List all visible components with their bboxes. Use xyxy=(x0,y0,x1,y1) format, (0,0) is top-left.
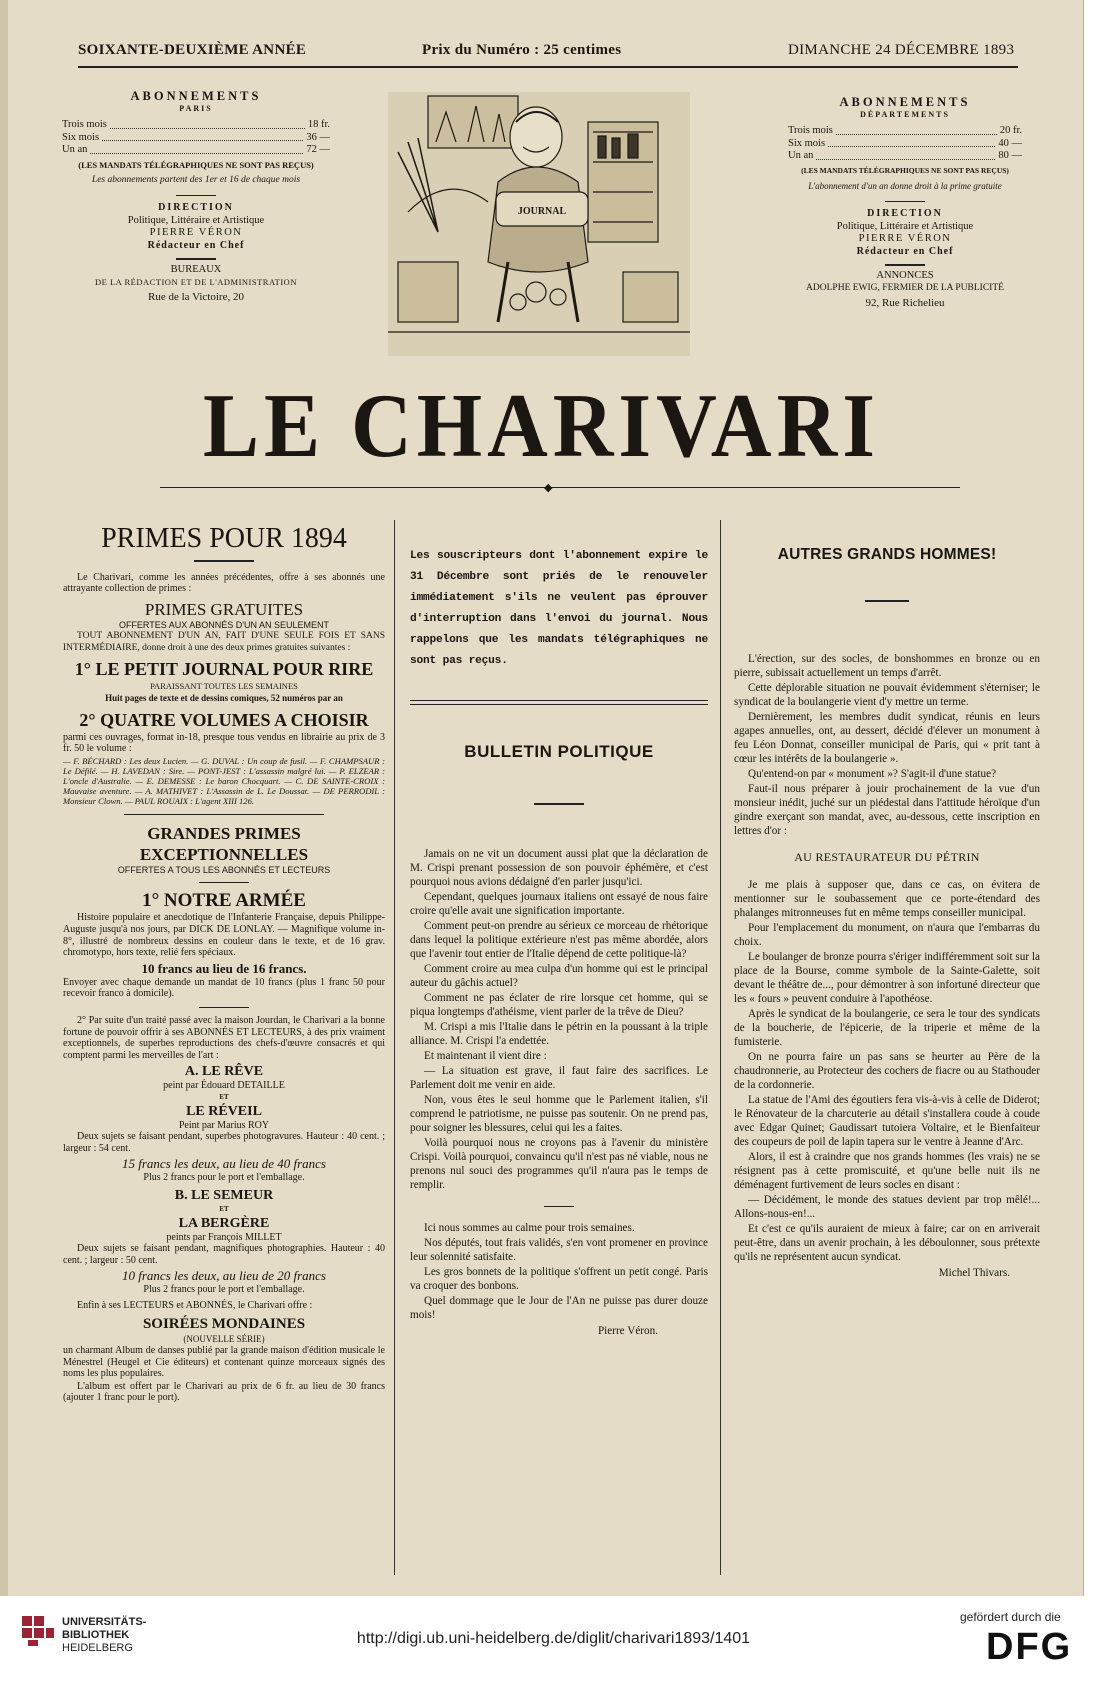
jourdan-text: 2° Par suite d'un traité passé avec la maison Jourdan, le Charivari a la bonne fortune de pouvoir offrir à ses ABONNÉS ET LECTEURS, à des prix vraiment exceptionnels, de superbes reproductions des chefs-d'œuvre consacrés et qui comptent parmi les merveilles de l'art : xyxy=(63,1015,385,1061)
digitization-footer xyxy=(0,1596,1107,1684)
prime1-text: Huit pages de texte et de dessins comiques, 52 numéros par an xyxy=(105,693,343,704)
right-box-region: DÉPARTEMENTS xyxy=(860,109,950,119)
divider xyxy=(199,882,249,883)
right-rate-row: Six mois 40 — xyxy=(788,137,1022,149)
divider xyxy=(534,803,584,805)
left-bureaux-title: BUREAUX xyxy=(170,263,222,275)
left-rate-row: Six mois 36 — xyxy=(62,131,330,143)
dfg-logo: DFG xyxy=(986,1626,1073,1668)
grands-hommes-para: — Décidément, le monde des statues devient par trop mêlé!... Allons-nous-en!... xyxy=(734,1193,1040,1220)
right-direction-sub: Politique, Littéraire et Artistique xyxy=(836,220,974,232)
bergere-by: peints par François MILLET xyxy=(166,1231,282,1243)
bulletin-para: Jamais on ne vit un document aussi plat que la déclaration de M. Crispi prenant possession de son pouvoir éphémère, et c'est pourquoi nous avions dédaigné d'en parler jusqu'ici. xyxy=(410,847,708,888)
bulletin-para: Non, vous êtes le seul homme que le Parlement italien, s'il comprend le patriotisme, ne puisse pas soutenir. On ne prend pas, pour soigner les blessures, celui qui les a faites. xyxy=(410,1093,708,1134)
et-label: ET xyxy=(219,1204,229,1213)
column-primes xyxy=(63,522,385,1405)
divider xyxy=(194,560,254,562)
right-direction-title: DIRECTION xyxy=(867,208,943,219)
grands-hommes-para: On ne pourra faire un pas sans se heurter au Père de la chaudronnerie, au Protecteur des cochers de fiacre ou au Stathouder de la cordonnerie. xyxy=(734,1050,1040,1091)
reve-title: A. LE RÊVE xyxy=(184,1064,264,1080)
bulletin-para: — La situation est grave, il faut faire des sacrifices. Le Parlement doit me venir en aide. xyxy=(410,1064,708,1091)
double-rule xyxy=(410,700,708,705)
inscription: AU RESTAURATEUR DU PÉTRIN xyxy=(794,849,980,864)
bulletin-para: Comment peut-on prendre au sérieux ce morceau de rhétorique dans lequel la politique extérieure n'est pas même abordée, alors que l'avenir tout entier de l'Italie dépend de cette politique-là? xyxy=(410,919,708,960)
grands-hommes-para: Après le syndicat de la boulangerie, ce sera le tour des syndicats de la boucherie, de l'épicerie, de la triperie et même de la fumisterie. xyxy=(734,1007,1040,1048)
reveil-text: Deux sujets se faisant pendant, superbes photogravures. Hauteur : 40 cent. ; largeur : 54 cent. xyxy=(63,1131,385,1154)
grands-hommes-para: Qu'entend-on par « monument »? S'agit-il d'une statue? xyxy=(748,767,997,780)
left-director-role: Rédacteur en Chef xyxy=(147,239,245,251)
subscription-notice: Les souscripteurs dont l'abonnement expire le 31 Décembre sont priés de le renouveler immédiatement s'ils ne veulent pas éprouver d'interruption dans l'envoi du journal. Nous rappelons que les mandats télégraphiques ne sont pas reçus. xyxy=(410,550,708,667)
gratuites-text: TOUT ABONNEMENT D'UN AN, FAIT D'UNE SEULE FOIS ET SANS INTERMÉDIAIRE, donne droit à une des deux primes gratuites suivantes : xyxy=(63,631,385,653)
column-rule xyxy=(720,520,721,1575)
right-rate-row: Un an 80 — xyxy=(788,150,1022,161)
right-rates xyxy=(788,125,1022,163)
right-director: PIERRE VÉRON xyxy=(858,233,952,244)
right-rate-row: Trois mois 20 fr. xyxy=(788,125,1022,136)
grands-hommes-para: Alors, il est à craindre que nos grands hommes (les vrais) ne se résignent pas à cette promiscuité, et qu'une belle nuit ils ne déménagent furtivement de leurs socles en disant : xyxy=(734,1150,1040,1191)
reveil-title: LE RÉVEIL xyxy=(186,1103,262,1119)
divider xyxy=(176,195,216,197)
left-box-italic: Les abonnements partent des 1er et 16 de chaque mois xyxy=(91,175,301,185)
right-box-italic: L'abonnement d'un an donne droit à la prime gratuite xyxy=(808,181,1002,191)
page-gutter xyxy=(0,0,8,1596)
gratuites-title: PRIMES GRATUITES xyxy=(144,599,304,619)
header-date: DIMANCHE 24 DÉCEMBRE 1893 xyxy=(788,42,1015,58)
prime1-sub: PARAISSANT TOUTES LES SEMAINES xyxy=(150,681,298,692)
prime2-title: 2° QUATRE VOLUMES A CHOISIR xyxy=(79,709,369,730)
armee-price: 10 francs au lieu de 16 francs. xyxy=(141,960,307,976)
prime2-text: parmi ces ouvrages, format in-18, presque tous vendus en librairie au prix de 3 fr. 50 le volume : xyxy=(63,731,385,755)
left-direction-sub: Politique, Littéraire et Artistique xyxy=(127,214,265,226)
armee-envoi: Envoyer avec chaque demande un mandat de 10 francs (plus 1 franc 50 pour recevoir franco à domicile). xyxy=(63,976,385,1000)
bulletin-para: Comment croire au mea culpa d'un homme qui est le principal auteur du gâchis actuel? xyxy=(410,962,708,989)
reveil-by: Peint par Marius ROY xyxy=(178,1119,270,1131)
exceptionnelles-title: GRANDES PRIMES EXCEPTIONNELLES xyxy=(139,823,309,864)
reveil-price: 15 francs les deux, au lieu de 40 francs xyxy=(122,1156,326,1172)
right-annonces-title: ANNONCES xyxy=(876,269,934,281)
header-bar xyxy=(30,42,1070,64)
bulletin-para: Nos députés, tout frais validés, s'en vont promener en province leur solennité satisfaite. xyxy=(410,1236,708,1263)
masthead-title: LE CHARIVARI xyxy=(203,376,880,477)
bergere-title: LA BERGÈRE xyxy=(178,1215,270,1231)
bergere-text: Deux sujets se faisant pendant, magnifiques photographies. Hauteur : 40 cent. ; largeur : 50 cent. xyxy=(63,1243,385,1266)
divider xyxy=(865,600,909,602)
primes-intro: Le Charivari, comme les années précédentes, offre à ses abonnés une attrayante collection de primes : xyxy=(63,571,385,595)
grands-hommes-para: Dernièrement, les membres dudit syndicat, réunis en leurs agapes annuelles, ont, au dessert, décidé d'élever un monument à feu Léon Donnat, conseiller municipal de Paris, qui « prit tant à cœur les intérêts de la boulangerie ». xyxy=(734,710,1040,765)
divider xyxy=(199,1007,249,1008)
bulletin-para: Voilà pourquoi nous ne croyons pas à l'avenir du ministère Crispi. Voilà pourquoi, convaincu qu'il n'est pas né viable, nous ne prenons nul souci des programmes qu'il n'aura pas le temps de remplir. xyxy=(410,1136,708,1191)
funded-by: gefördert durch die xyxy=(960,1610,1061,1624)
column-bulletin xyxy=(410,546,708,1338)
divider xyxy=(124,814,324,815)
grands-hommes-para: La statue de l'Ami des égoutiers fera vis-à-vis à celle de Diderot; le Rénovateur de la charcuterie au détail s'installera coude à coude avec Edgar Quinet; Gaudissart tutoiera Voltaire, et le Bienfaiteur des coupeurs de poil de lapin tapera sur le ventre à Jeanne d'Arc. xyxy=(734,1093,1040,1148)
bulletin-para: Et maintenant il vient dire : xyxy=(424,1049,547,1062)
right-director-role: Rédacteur en Chef xyxy=(856,245,954,257)
primes-title: PRIMES POUR 1894 xyxy=(101,523,347,554)
masthead-engraving-icon xyxy=(388,92,690,356)
prime1-title: 1° LE PETIT JOURNAL POUR RIRE xyxy=(74,659,374,680)
left-box-region: PARIS xyxy=(179,103,213,113)
left-box-title: ABONNEMENTS xyxy=(130,89,262,103)
library-name: UNIVERSITÄTS- BIBLIOTHEK HEIDELBERG xyxy=(62,1616,147,1654)
masthead-rule xyxy=(160,487,960,488)
divider xyxy=(885,201,925,203)
soirees-text: un charmant Album de danses publié par la grande maison d'édition musicale le Ménestrel (Heugel et Cie éditeurs) et contenant quinze morceaux signés des noms les plus populaires. xyxy=(63,1345,385,1380)
right-address: 92, Rue Richelieu xyxy=(865,296,945,309)
divider xyxy=(885,264,925,266)
left-director: PIERRE VÉRON xyxy=(149,227,243,238)
reve-by: peint par Édouard DETAILLE xyxy=(163,1080,285,1092)
grands-hommes-title: AUTRES GRANDS HOMMES! xyxy=(777,546,997,563)
left-direction-title: DIRECTION xyxy=(158,202,234,213)
prime2-list: — F. BÉCHARD : Les deux Lucien. — G. DUVAL : Un coup de fusil. — F. CHAMPSAUR : Le Défilé. — H. LAVEDAN : Sire. — PONT-JEST : L'assassin malgré lui. — P. ELZEAR : L'oncle d'Australie. — E. DEMESSE : Le baron Chocquart. — C. DE SAINTE-CROIX : Mauvaise aventure. — A. MATHIVET : L'Assassin de L. Le Doussat. — DE PERRODIL : Monsieur Clown. — PAUL ROUAIX : L'agent XIII 126. xyxy=(63,755,385,806)
bulletin-para: M. Crispi a mis l'Italie dans le pétrin en la poussant à la triple alliance. M. Crispi l'a endettée. xyxy=(410,1020,708,1047)
bergere-port: Plus 2 francs pour le port et l'emballage. xyxy=(143,1284,305,1296)
bulletin-para: Cependant, quelques journaux italiens ont essayé de nous faire croire qu'elle avait une signification importante. xyxy=(410,890,708,917)
left-address: Rue de la Victoire, 20 xyxy=(148,290,244,303)
armee-text: Histoire populaire et anecdotique de l'Infanterie Française, depuis Philippe-Auguste jusqu'à nos jours, par DICK DE LONLAY. — Magnifique volume in-8°, illustré de nombreux dessins en couleur dans le texte, et de 16 grav. chromotypo, hors texte, relié fers spéciaux. xyxy=(63,912,385,959)
soirees-sub: (NOUVELLE SÉRIE) xyxy=(183,1333,265,1344)
grands-hommes-para: Pour l'emplacement du monument, on n'aura que l'embarras du choix. xyxy=(734,921,1040,948)
bulletin-signature: Pierre Véron. xyxy=(597,1324,658,1337)
bulletin-title: BULLETIN POLITIQUE xyxy=(464,742,654,761)
grands-hommes-para: Faut-il nous préparer à jouir prochainement de la vue d'un monsieur inédit, juché sur un piédestal dans l'attitude héroïque d'un gindre exerçant son mandat, avec, au-dessous, cette inscription en lettres d'or : xyxy=(734,782,1040,837)
bulletin-para: Comment ne pas éclater de rire lorsque cet homme, qui se piqua longtemps d'athéisme, vient parler de la trêve de Dieu? xyxy=(410,991,708,1018)
left-subscription-box xyxy=(62,90,330,303)
engraving-label: JOURNAL xyxy=(517,206,567,217)
right-box-note: (LES MANDATS TÉLÉGRAPHIQUES NE SONT PAS REÇUS) xyxy=(801,165,1009,175)
bulletin-para: Quel dommage que le Jour de l'An ne puisse pas durer douze mois! xyxy=(410,1294,708,1321)
left-rates xyxy=(62,119,330,157)
left-box-note: (LES MANDATS TÉLÉGRAPHIQUES NE SONT PAS REÇUS) xyxy=(78,159,314,170)
masthead-ornament-icon: ◆ xyxy=(544,482,553,494)
divider xyxy=(176,258,216,260)
enfin-text: Enfin à ses LECTEURS et ABONNÉS, le Charivari offre : xyxy=(77,1299,313,1311)
bulletin-para: Les gros bonnets de la politique s'offrent un petit congé. Paris va croquer des bonbons. xyxy=(410,1265,708,1292)
reveil-port: Plus 2 francs pour le port et l'emballage. xyxy=(143,1172,305,1184)
right-annonces-who: ADOLPHE EWIG, FERMIER DE LA PUBLICITÉ xyxy=(806,283,1004,293)
right-subscription-box xyxy=(788,96,1022,309)
bergere-price: 10 francs les deux, au lieu de 20 francs xyxy=(122,1268,326,1284)
left-rate-row: Trois mois 18 fr. xyxy=(62,119,330,130)
soirees-title: SOIRÉES MONDAINES xyxy=(142,1315,306,1332)
header-price: Prix du Numéro : 25 centimes xyxy=(422,42,622,58)
grands-hommes-para: Je me plais à supposer que, dans ce cas, on évitera de mentionner sur le soubassement que ce porte-étendard des phalanges mitronneuses fut en même temps conseiller municipal. xyxy=(734,878,1040,919)
gratuites-sub: OFFERTES AUX ABONNÉS D'UN AN SEULEMENT xyxy=(118,619,330,630)
left-bureaux-sub: DE LA RÉDACTION ET DE L'ADMINISTRATION xyxy=(95,277,297,287)
left-rate-row: Un an 72 — xyxy=(62,144,330,155)
armee-title: 1° NOTRE ARMÉE xyxy=(142,890,306,912)
grands-hommes-para: Cette déplorable situation ne pouvait évidemment s'éterniser; le syndicat de la boulangerie vient d'y mettre un terme. xyxy=(734,681,1040,708)
grands-hommes-para: Le boulanger de bronze pourra s'ériger indifféremment soit sur la place de la Bourse, comme symbole de la Sainte-Galette, soit devant le théâtre de..., pour démontrer à son infortuné directeur que les « fours » peuvent conduire à l'apothéose. xyxy=(734,950,1040,1005)
column-rule xyxy=(394,520,395,1575)
exceptionnelles-sub: OFFERTES A TOUS LES ABONNÉS ET LECTEURS xyxy=(117,864,331,875)
column-grands-hommes xyxy=(734,548,1040,1280)
semeur-title: B. LE SEMEUR xyxy=(174,1187,274,1203)
divider xyxy=(544,1206,574,1207)
right-box-title: ABONNEMENTS xyxy=(839,95,971,109)
source-url[interactable]: http://digi.ub.uni-heidelberg.de/diglit/charivari1893/1401 xyxy=(356,1630,751,1647)
grands-hommes-signature: Michel Thivars. xyxy=(938,1266,1010,1279)
soirees-price: L'album est offert par le Charivari au prix de 6 fr. au lieu de 30 francs (ajouter 1 franc pour le port). xyxy=(63,1380,385,1404)
bulletin-para: Ici nous sommes au calme pour trois semaines. xyxy=(424,1221,635,1234)
et-label: ET xyxy=(219,1092,229,1101)
header-year: SOIXANTE-DEUXIÈME ANNÉE xyxy=(78,42,307,58)
header-rule xyxy=(78,66,1018,68)
grands-hommes-para: Et c'est ce qu'ils auraient de mieux à faire; car on en arriverait peut-être, dans un avenir prochain, à les déboulonner, sous prétexte qu'ils ne représentent aucun syndicat. xyxy=(734,1222,1040,1263)
grands-hommes-para: L'érection, sur des socles, de bonshommes en bronze ou en pierre, subissait actuellement un temps d'arrêt. xyxy=(734,652,1040,679)
